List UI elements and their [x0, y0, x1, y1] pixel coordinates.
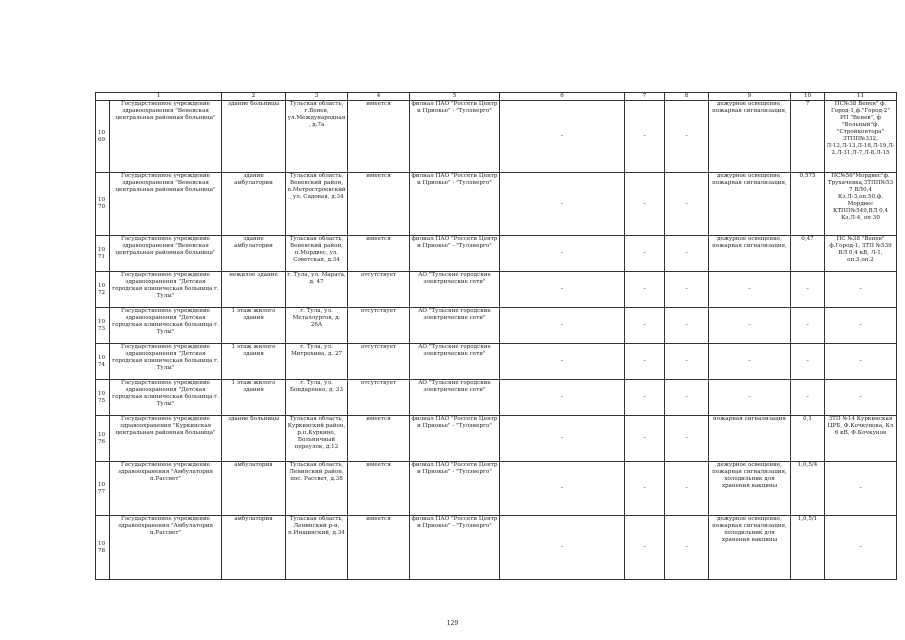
cell-c5: филиал ПАО "Россети Центр и Приокье" - "Тулэнерго"	[410, 173, 500, 236]
cell-c5: АО "Тульские городские электрические сети"	[410, 308, 500, 344]
cell-c7: –	[625, 101, 665, 173]
row-number: 1078	[96, 516, 110, 580]
cell-c3: г. Тула, ул. Митрохина, д. 27	[286, 344, 348, 380]
cell-c9: дежурное освещение, пожарная сигнализация,	[709, 101, 791, 173]
cell-c6: –	[500, 101, 625, 173]
cell-c9: –	[709, 344, 791, 380]
cell-c2: 1 этаж жилого здания	[222, 380, 286, 416]
cell-c5: АО "Тульские городские электрические сети"	[410, 344, 500, 380]
row-number: 1074	[96, 344, 110, 380]
column-header: 2	[222, 93, 286, 101]
cell-c8: –	[665, 416, 709, 462]
cell-c8: –	[665, 462, 709, 516]
cell-c8: –	[665, 308, 709, 344]
cell-c3: г. Тула, ул. Марата, д. 47	[286, 272, 348, 308]
cell-c3: Тульская область, Куркинский район, р.п.Куркино, Больничный переулок, д.12	[286, 416, 348, 462]
row-number: 1069	[96, 101, 110, 173]
cell-c2: амбулатория	[222, 516, 286, 580]
row-number: 1073	[96, 308, 110, 344]
cell-c2: здание амбулатории	[222, 236, 286, 272]
cell-c6: –	[500, 173, 625, 236]
cell-c10: –	[791, 344, 825, 380]
cell-c3: Тульская область, Веневский район, п.Мордвес, ул. Советская, д.34	[286, 236, 348, 272]
cell-c4: отсутствует	[348, 308, 410, 344]
cell-c10: 1,0,5/4	[791, 462, 825, 516]
column-header: 3	[286, 93, 348, 101]
cell-c4: имеется	[348, 462, 410, 516]
cell-c3: Тульская область, Ленинский р-н, п.Иншинский, д.34	[286, 516, 348, 580]
cell-c11: –	[825, 380, 897, 416]
row-number: 1071	[96, 236, 110, 272]
cell-c5: филиал ПАО "Россети Центр и Приокье" - "Тулэнерго"	[410, 416, 500, 462]
column-header: 7	[625, 93, 665, 101]
cell-c11: ПС№56"Мордвес"ф. Трухачевка,ЗТПП№53 7 ВЛ0,4 Кз,Л-3,оп.50,ф. Мордвес КТПП№549,ВЛ 0,4 Кз,Л-4, оп 30	[825, 173, 897, 236]
cell-c10: 0,1	[791, 416, 825, 462]
cell-c1: Государственное учреждение здравоохранения "Детская городская клиническая больница г. Тулы"	[110, 308, 222, 344]
cell-c2: здание больницы	[222, 101, 286, 173]
cell-c10: 1,0,5/1	[791, 516, 825, 580]
row-number: 1075	[96, 380, 110, 416]
page-number: 129	[446, 620, 459, 627]
cell-c1: Государственное учреждение здравоохранения "Детская городская клиническая больница г. Тулы"	[110, 380, 222, 416]
cell-c6: –	[500, 308, 625, 344]
table-row	[96, 380, 897, 416]
cell-c7: –	[625, 462, 665, 516]
table-row	[96, 308, 897, 344]
table-row	[96, 272, 897, 308]
row-number: 1077	[96, 462, 110, 516]
cell-c4: имеется	[348, 516, 410, 580]
cell-c2: здание больницы	[222, 416, 286, 462]
cell-c9: –	[709, 272, 791, 308]
table-row	[96, 236, 897, 272]
energy-supply-table	[95, 92, 897, 580]
cell-c11: ПС№38 Венев" ф. Город-1,ф."Город-2" РП "Венев", ф "Вольный"ф. "Стройконтора" ЗТПП№332, Л-12,Л-13,Л-18,Л-19,Л-2,Л-31,Л-7,Л-8,Л-15	[825, 101, 897, 173]
cell-c5: филиал ПАО "Россети Центр и Приокье" - "Тулэнерго"	[410, 462, 500, 516]
cell-c2: здание амбулатории	[222, 173, 286, 236]
cell-c10: 0,575	[791, 173, 825, 236]
column-header: 6	[500, 93, 625, 101]
cell-c3: Тульская область, Ленинский район, пос. Рассвет, д.38	[286, 462, 348, 516]
cell-c2: нежилое здание	[222, 272, 286, 308]
cell-c9: дежурное освещение, пожарная сигнализация,	[709, 173, 791, 236]
cell-c6: –	[500, 272, 625, 308]
row-number: 1070	[96, 173, 110, 236]
cell-c10: 0,47	[791, 236, 825, 272]
cell-c1: Государственное учреждение здравоохранения "Детская городская клиническая больница г. Тулы"	[110, 344, 222, 380]
cell-c7: –	[625, 380, 665, 416]
cell-c1: Государственное учреждение здравоохранения "Амбулатория п.Рассвет"	[110, 516, 222, 580]
cell-c9: дежурное освещение, пожарная сигнализация, холодильник для хранения вакцины	[709, 516, 791, 580]
cell-c3: Тульская область, г.Венев, ул.Международная, д.7а	[286, 101, 348, 173]
cell-c10: –	[791, 272, 825, 308]
cell-c7: –	[625, 344, 665, 380]
column-header: 1	[96, 93, 222, 101]
table-row	[96, 101, 897, 173]
cell-c9: пожарная сигнализация	[709, 416, 791, 462]
cell-c8: –	[665, 344, 709, 380]
cell-c10: 7	[791, 101, 825, 173]
column-header: 11	[825, 93, 897, 101]
cell-c11: ПС №38 "Венев" ф.Город-1, ЗТП №539 ВЛ 0,4 кВ, Л-1, оп.3,оп.2	[825, 236, 897, 272]
cell-c6: –	[500, 344, 625, 380]
cell-c4: имеется	[348, 101, 410, 173]
cell-c4: имеется	[348, 236, 410, 272]
cell-c7: –	[625, 308, 665, 344]
column-header: 4	[348, 93, 410, 101]
cell-c3: г. Тула, ул. Бондаренко, д. 33	[286, 380, 348, 416]
cell-c11: ЗТП №14 Куркинская ЦРБ, Ф.Кочкунова, Кл 6 кВ, Ф.Кочкунов	[825, 416, 897, 462]
table-row	[96, 416, 897, 462]
table-row	[96, 462, 897, 516]
cell-c7: –	[625, 272, 665, 308]
cell-c1: Государственное учреждение здравоохранения "Веневская центральная районная больница"	[110, 236, 222, 272]
cell-c5: АО "Тульские городские электрические сети"	[410, 380, 500, 416]
cell-c1: Государственное учреждение здравоохранения "Амбулатория п.Рассвет"	[110, 462, 222, 516]
cell-c10: –	[791, 308, 825, 344]
column-header: 9	[709, 93, 791, 101]
cell-c5: АО "Тульские городские электрические сети"	[410, 272, 500, 308]
cell-c11: –	[825, 344, 897, 380]
cell-c4: имеется	[348, 416, 410, 462]
cell-c2: амбулатория	[222, 462, 286, 516]
column-header: 8	[665, 93, 709, 101]
cell-c7: –	[625, 416, 665, 462]
row-number: 1072	[96, 272, 110, 308]
row-number: 1076	[96, 416, 110, 462]
cell-c8: –	[665, 236, 709, 272]
cell-c1: Государственное учреждение здравоохранения "Веневская центральная районная больница"	[110, 101, 222, 173]
cell-c11: –	[825, 308, 897, 344]
cell-c11: –	[825, 516, 897, 580]
cell-c8: –	[665, 272, 709, 308]
cell-c9: дежурное освещение, пожарная сигнализация,	[709, 236, 791, 272]
cell-c5: филиал ПАО "Россети Центр и Приокье" - "Тулэнерго"	[410, 516, 500, 580]
cell-c6: –	[500, 236, 625, 272]
cell-c10: –	[791, 380, 825, 416]
cell-c1: Государственное учреждение здравоохранения "Детская городская клиническая больница г. Тулы"	[110, 272, 222, 308]
cell-c6: –	[500, 462, 625, 516]
cell-c6: –	[500, 516, 625, 580]
cell-c9: –	[709, 308, 791, 344]
cell-c8: –	[665, 173, 709, 236]
cell-c5: филиал ПАО "Россети Центр и Приокье" - "Тулэнерго"	[410, 101, 500, 173]
column-header: 5	[410, 93, 500, 101]
cell-c6: –	[500, 416, 625, 462]
header-row	[96, 93, 897, 101]
cell-c7: –	[625, 516, 665, 580]
cell-c4: имеется	[348, 173, 410, 236]
cell-c1: Государственное учреждение здравоохранения "Куркинская центральная районная больница"	[110, 416, 222, 462]
table-row	[96, 516, 897, 580]
cell-c8: –	[665, 516, 709, 580]
cell-c3: г. Тула, ул. Металлургов, д. 26А	[286, 308, 348, 344]
column-header: 10	[791, 93, 825, 101]
cell-c6: –	[500, 380, 625, 416]
table-row	[96, 173, 897, 236]
cell-c9: дежурное освещение, пожарная сигнализация, холодильник для хранения вакцины	[709, 462, 791, 516]
cell-c4: отсутствует	[348, 380, 410, 416]
cell-c8: –	[665, 101, 709, 173]
cell-c2: 1 этаж жилого здания	[222, 308, 286, 344]
cell-c4: отсутствует	[348, 272, 410, 308]
cell-c11: –	[825, 462, 897, 516]
cell-c8: –	[665, 380, 709, 416]
cell-c3: Тульская область, Веневский район, п.Метростроевский, ул. Садовая, д.34	[286, 173, 348, 236]
cell-c11: –	[825, 272, 897, 308]
cell-c2: 1 этаж жилого здания	[222, 344, 286, 380]
cell-c7: –	[625, 173, 665, 236]
cell-c1: Государственное учреждение здравоохранения "Веневская центральная районная больница"	[110, 173, 222, 236]
cell-c4: отсутствует	[348, 344, 410, 380]
cell-c5: филиал ПАО "Россети Центр и Приокье" - "Тулэнерго"	[410, 236, 500, 272]
cell-c7: –	[625, 236, 665, 272]
cell-c9: –	[709, 380, 791, 416]
table-row	[96, 344, 897, 380]
